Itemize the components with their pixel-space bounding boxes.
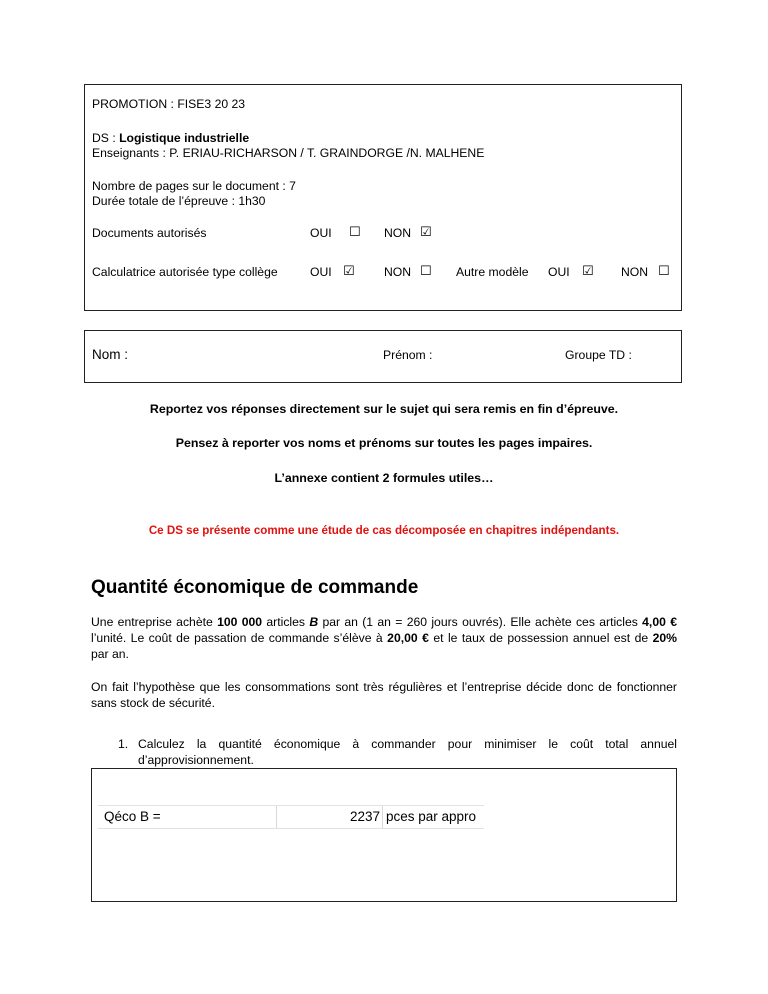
docs-oui-checkbox[interactable]: ☐ [349,225,361,240]
text-run: et le taux de possession annuel est de [428,631,653,645]
other-oui-label: OUI [548,265,570,279]
holding-rate-value: 20% [652,631,677,645]
unit-price-value: 4,00 € [642,615,677,629]
problem-paragraph-2: On fait l’hypothèse que les consommations sont très régulières et l’entreprise décide donc de fonctionner sans stock de sécurité. [91,680,677,710]
prenom-label: Prénom : [383,348,433,362]
problem-paragraph-1 [91,614,677,662]
text-run: Une entreprise achète [91,615,218,629]
text-run: par an (1 an = 260 jours ouvrés). Elle achète ces articles [318,615,643,629]
other-oui-checkbox[interactable]: ☑ [582,264,594,279]
question-1-number: 1. [118,737,129,751]
docs-non-checkbox[interactable]: ☑ [420,225,432,240]
duration-line: Durée totale de l’épreuve : 1h30 [92,194,266,208]
quantity-value: 100 000 [217,615,263,629]
item-name: B [309,615,319,629]
answer-value: 2237 [349,809,380,824]
promotion-line: PROMOTION : FISE3 20 23 [92,97,246,111]
ds-prefix: DS : [92,131,120,145]
other-non-checkbox[interactable]: ☐ [658,264,670,279]
text-run: par an. [91,647,129,661]
calc-non-checkbox[interactable]: ☐ [420,264,432,279]
answer-unit: pces par appro [386,809,477,824]
section-title: Quantité économique de commande [91,577,419,598]
instruction-report-answers: Reportez vos réponses directement sur le sujet qui sera remis en fin d’épreuve. [149,402,619,416]
case-study-note: Ce DS se présente comme une étude de cas décomposée en chapitres indépendants. [148,524,620,537]
docs-non-label: NON [384,226,412,240]
exam-info-box [84,84,682,311]
teachers-line: Enseignants : P. ERIAU-RICHARSON / T. GRAINDORGE /N. MALHENE [92,146,485,160]
calc-oui-checkbox[interactable]: ☑ [343,264,355,279]
answer-label: Qéco B = [104,809,161,824]
documents-authorized-label: Documents autorisés [92,226,207,240]
pages-line: Nombre de pages sur le document : 7 [92,179,296,193]
docs-oui-label: OUI [310,226,332,240]
text-run: l’unité. Le coût de passation de commande s’élève à [91,631,388,645]
cell-divider [276,806,277,828]
calculator-authorized-label: Calculatrice autorisée type collège [92,265,278,279]
spreadsheet-snippet [98,805,484,829]
answer-box[interactable] [91,768,677,902]
text-run: articles [262,615,310,629]
question-1-text: Calculez la quantité économique à commander pour minimiser le coût total annuel d’approvisionnement. [138,737,677,767]
ds-subject: Logistique industrielle [119,131,250,145]
instruction-annex: L’annexe contient 2 formules utiles… [274,471,494,485]
calc-non-label: NON [384,265,412,279]
ds-line [92,131,249,146]
calc-oui-label: OUI [310,265,332,279]
identity-box [84,330,682,383]
other-non-label: NON [621,265,649,279]
instruction-report-names: Pensez à reporter vos noms et prénoms sur toutes les pages impaires. [175,436,593,450]
groupe-td-label: Groupe TD : [565,348,632,362]
order-cost-value: 20,00 € [387,631,429,645]
nom-label: Nom : [92,347,129,362]
cell-divider [382,806,383,828]
other-model-label: Autre modèle [456,265,529,279]
